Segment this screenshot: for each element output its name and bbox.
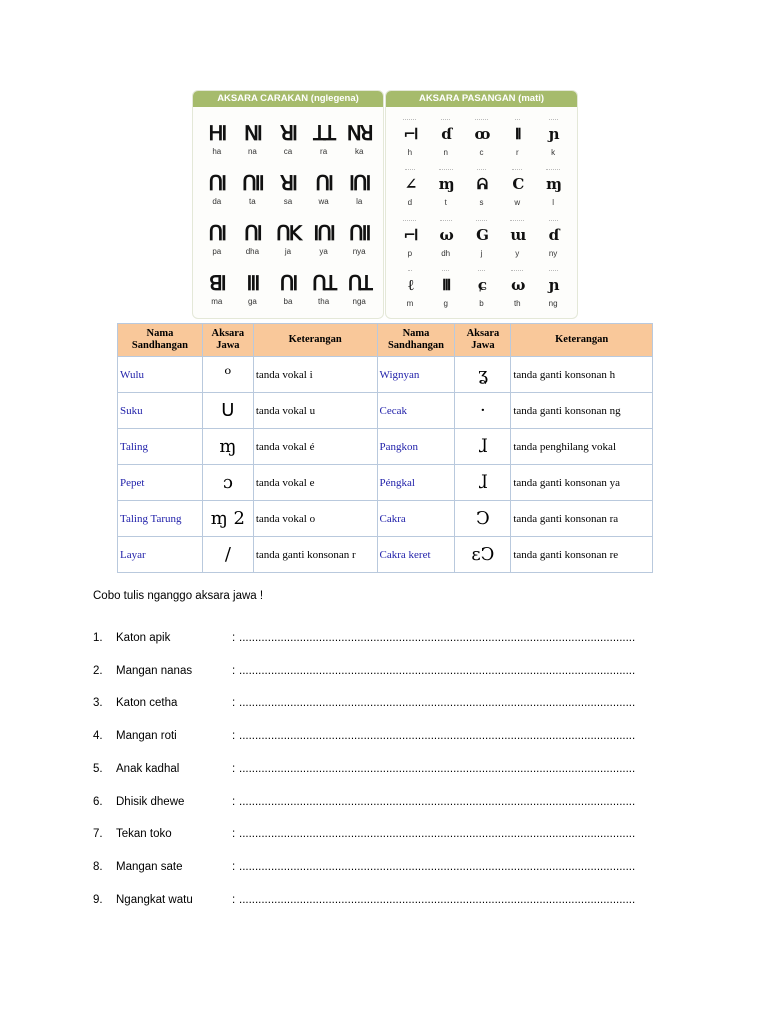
aksara-cell: [270, 113, 306, 163]
aksara-latin-label: ny: [548, 248, 558, 258]
aksara-cell: [341, 163, 377, 213]
item-colon: :: [232, 795, 236, 808]
aksara-latin-label: g: [443, 298, 448, 308]
aksara-latin-label: pa: [212, 247, 222, 257]
aksara-cell: [306, 214, 342, 264]
item-colon: :: [232, 730, 236, 743]
aksara-cell: [306, 163, 342, 213]
answer-line[interactable]: ............................................................................................................................: [239, 664, 636, 677]
item-phrase: Mangan roti: [116, 730, 177, 743]
answer-line[interactable]: ............................................................................................................................: [239, 860, 636, 873]
aksara-jawa: ɱ 2: [202, 501, 253, 537]
item-number: 7.: [93, 828, 103, 841]
keterangan: tanda ganti konsonan re: [511, 537, 653, 573]
aksara-cell: [341, 113, 377, 163]
aksara-jawa: ɔ: [202, 465, 253, 501]
aksara-cell: [428, 113, 464, 163]
keterangan: tanda vokal e: [253, 465, 377, 501]
keterangan: tanda ganti konsonan ng: [511, 393, 653, 429]
aksara-cell: [392, 113, 428, 163]
aksara-glyph: ɱ: [439, 169, 453, 196]
sandhangan-name: Suku: [118, 393, 203, 429]
aksara-glyph: ꓲꓲ: [515, 119, 520, 146]
sandhangan-table: [117, 323, 653, 573]
aksara-cell: [535, 113, 571, 163]
aksara-cell: [199, 264, 235, 314]
aksara-latin-label: n: [443, 148, 448, 158]
aksara-glyph: ⌐ꓲ: [403, 220, 416, 247]
column-header: Nama Sandhangan: [118, 324, 203, 357]
aksara-glyph: ɲ: [549, 119, 558, 146]
aksara-glyph: ɲ: [549, 270, 558, 297]
aksara-glyph: ɕ: [478, 270, 485, 297]
aksara-jawa: Ↄ: [455, 501, 511, 537]
aksara-latin-label: da: [212, 196, 222, 206]
item-phrase: Katon apik: [116, 632, 171, 644]
aksara-latin-label: dh: [441, 248, 451, 258]
table-row: [118, 393, 653, 429]
keterangan: tanda penghilang vokal: [511, 429, 653, 465]
aksara-cell: [428, 264, 464, 314]
item-colon: :: [232, 893, 236, 906]
aksara-latin-label: wa: [318, 196, 329, 206]
aksara-latin-label: ta: [249, 196, 256, 206]
aksara-cell: [499, 264, 535, 314]
table-row: [118, 357, 653, 393]
aksara-glyph: ⌐ꓲ: [403, 119, 416, 146]
aksara-glyph: ꓧꓲ: [208, 120, 226, 145]
aksara-cell: [235, 264, 271, 314]
item-number: 9.: [93, 893, 103, 906]
aksara-cell: [306, 264, 342, 314]
sandhangan-name: Cecak: [377, 393, 455, 429]
aksara-latin-label: y: [515, 248, 520, 258]
item-number: 2.: [93, 664, 103, 677]
aksara-cell: [428, 163, 464, 213]
aksara-glyph: ꓵꓲ: [208, 170, 226, 195]
sandhangan-name: Taling Tarung: [118, 501, 203, 537]
aksara-latin-label: s: [479, 198, 484, 208]
aksara-latin-label: tha: [318, 297, 330, 307]
aksara-jawa: ɱ: [202, 429, 253, 465]
item-number: 8.: [93, 860, 103, 873]
aksara-glyph: ꓵꓕ: [347, 271, 371, 296]
aksara-glyph: ꓤꓲ: [280, 120, 296, 145]
sandhangan-name: Taling: [118, 429, 203, 465]
aksara-latin-label: ha: [212, 146, 222, 156]
sandhangan-name: Cakra: [377, 501, 455, 537]
table-row: [118, 465, 653, 501]
aksara-latin-label: ca: [283, 146, 293, 156]
aksara-glyph: ɗ: [549, 220, 558, 247]
keterangan: tanda ganti konsonan r: [253, 537, 377, 573]
aksara-cell: [341, 214, 377, 264]
aksara-latin-label: ga: [247, 297, 257, 307]
sandhangan-name: Cakra keret: [377, 537, 455, 573]
aksara-latin-label: d: [407, 198, 413, 208]
keterangan: tanda ganti konsonan ya: [511, 465, 653, 501]
aksara-latin-label: ka: [354, 146, 364, 156]
column-header: Aksara Jawa: [455, 324, 511, 357]
aksara-cell: [199, 113, 235, 163]
aksara-cell: [270, 264, 306, 314]
aksara-jawa: ɺ: [455, 465, 511, 501]
aksara-glyph: C: [512, 169, 522, 196]
aksara-latin-label: nya: [352, 247, 366, 257]
item-phrase: Tekan toko: [116, 828, 172, 841]
item-number: 6.: [93, 795, 103, 808]
aksara-glyph: ꓭꓲ: [208, 271, 225, 296]
aksara-cell: [270, 214, 306, 264]
aksara-cell: [535, 264, 571, 314]
item-colon: :: [232, 664, 236, 677]
aksara-cell: [392, 264, 428, 314]
aksara-latin-label: sa: [283, 196, 293, 206]
aksara-cell: [535, 163, 571, 213]
aksara-glyph: ꓲꓵꓲ: [348, 170, 370, 195]
aksara-latin-label: ja: [284, 247, 292, 257]
aksara-glyph: ꓵꓲ: [279, 271, 297, 296]
aksara-latin-label: ma: [211, 297, 223, 307]
aksara-cell: [464, 163, 500, 213]
item-colon: :: [232, 860, 236, 873]
answer-line[interactable]: ............................................................................................................................: [239, 632, 636, 644]
aksara-latin-label: l: [552, 198, 554, 208]
aksara-cell: [199, 214, 235, 264]
item-colon: :: [232, 632, 236, 644]
aksara-jawa: ʓ: [455, 357, 511, 393]
keterangan: tanda ganti konsonan h: [511, 357, 653, 393]
column-header: Aksara Jawa: [202, 324, 253, 357]
item-phrase: Ngangkat watu: [116, 893, 193, 906]
aksara-latin-label: ra: [320, 146, 328, 156]
aksara-latin-label: b: [479, 298, 484, 308]
aksara-glyph: ꓵꓲꓲ: [242, 170, 263, 195]
keterangan: tanda ganti konsonan ra: [511, 501, 653, 537]
aksara-glyph: ꓵꓗ: [276, 221, 300, 246]
aksara-glyph: ω: [511, 270, 523, 297]
aksara-glyph: ꓲꓲꓲ: [442, 270, 449, 297]
pasangan-title: AKSARA PASANGAN (mati): [386, 91, 577, 107]
aksara-cell: [341, 264, 377, 314]
aksara-jawa: ᑌ: [202, 393, 253, 429]
aksara-glyph: ℓ: [408, 270, 412, 297]
item-colon: :: [232, 697, 236, 710]
aksara-latin-label: ba: [283, 297, 293, 307]
aksara-carakan-panel: [192, 90, 384, 319]
aksara-latin-label: w: [514, 198, 521, 208]
aksara-latin-label: m: [406, 298, 414, 308]
sandhangan-name: Pepet: [118, 465, 203, 501]
item-phrase: Anak kadhal: [116, 762, 180, 775]
aksara-glyph: ɱ: [546, 169, 560, 196]
sandhangan-name: Péngkal: [377, 465, 455, 501]
aksara-glyph: ᕱ: [477, 169, 486, 196]
item-phrase: Katon cetha: [116, 697, 178, 710]
aksara-latin-label: r: [515, 148, 519, 158]
aksara-glyph: ꓕꓕ: [313, 120, 334, 145]
aksara-glyph: ꝏ: [475, 119, 489, 146]
aksara-pasangan-panel: [385, 90, 578, 319]
sandhangan-name: Wulu: [118, 357, 203, 393]
aksara-glyph: ꓵꓲ: [244, 221, 261, 246]
table-row: [118, 501, 653, 537]
aksara-cell: [464, 214, 500, 264]
item-number: 4.: [93, 730, 103, 743]
aksara-glyph: ꓵꓲꓲ: [348, 221, 370, 246]
table-row: [118, 429, 653, 465]
aksara-latin-label: nga: [352, 297, 366, 307]
aksara-glyph: ꓵꓕ: [312, 271, 336, 296]
aksara-glyph: ꓵꓲ: [208, 221, 226, 246]
sandhangan-name: Layar: [118, 537, 203, 573]
column-header: Keterangan: [511, 324, 653, 357]
answer-line[interactable]: ............................................................................................................................: [239, 762, 636, 775]
answer-line[interactable]: ............................................................................................................................: [239, 795, 636, 808]
aksara-cell: [235, 113, 271, 163]
aksara-glyph: ɯ: [510, 220, 524, 247]
aksara-latin-label: na: [247, 146, 257, 156]
answer-line[interactable]: ............................................................................................................................: [239, 697, 636, 710]
sandhangan-name: Wignyan: [377, 357, 455, 393]
aksara-jawa: ᵒ: [202, 357, 253, 393]
item-number: 1.: [93, 632, 103, 644]
aksara-cell: [392, 163, 428, 213]
aksara-jawa: /: [202, 537, 253, 573]
item-phrase: Mangan sate: [116, 860, 183, 873]
table-row: [118, 537, 653, 573]
aksara-glyph: ꓲꓵꓲ: [313, 221, 334, 246]
answer-line[interactable]: ............................................................................................................................: [239, 730, 636, 743]
aksara-latin-label: k: [551, 148, 556, 158]
aksara-glyph: ∠: [405, 169, 416, 196]
aksara-latin-label: ng: [548, 298, 558, 308]
aksara-cell: [535, 214, 571, 264]
exercise-instruction: Cobo tulis nganggo aksara jawa !: [93, 590, 264, 602]
item-number: 5.: [93, 762, 103, 775]
aksara-latin-label: t: [444, 198, 447, 208]
aksara-glyph: ꓤꓲ: [280, 170, 296, 195]
aksara-cell: [464, 113, 500, 163]
aksara-cell: [499, 113, 535, 163]
aksara-cell: [428, 214, 464, 264]
aksara-cell: [464, 264, 500, 314]
aksara-cell: [235, 214, 271, 264]
aksara-cell: [499, 214, 535, 264]
keterangan: tanda vokal u: [253, 393, 377, 429]
aksara-glyph: ꓠꓤ: [346, 120, 372, 145]
item-colon: :: [232, 828, 236, 841]
column-header: Nama Sandhangan: [377, 324, 455, 357]
answer-line[interactable]: ............................................................................................................................: [239, 828, 636, 841]
aksara-latin-label: th: [513, 298, 521, 308]
keterangan: tanda vokal o: [253, 501, 377, 537]
sandhangan-name: Pangkon: [377, 429, 455, 465]
item-phrase: Dhisik dhewe: [116, 795, 185, 808]
aksara-cell: [270, 163, 306, 213]
aksara-glyph: ꓵꓲ: [315, 170, 332, 195]
aksara-cell: [392, 214, 428, 264]
aksara-latin-label: c: [479, 148, 484, 158]
aksara-latin-label: ya: [319, 247, 328, 257]
aksara-glyph: ω: [440, 220, 452, 247]
aksara-jawa: ɺ: [455, 429, 511, 465]
aksara-latin-label: dha: [245, 247, 260, 257]
aksara-latin-label: j: [480, 248, 483, 258]
item-number: 3.: [93, 697, 103, 710]
aksara-jawa: ·: [455, 393, 511, 429]
aksara-glyph: ɗ: [441, 119, 450, 146]
item-colon: :: [232, 762, 236, 775]
aksara-cell: [306, 113, 342, 163]
aksara-latin-label: p: [407, 248, 413, 258]
item-phrase: Mangan nanas: [116, 664, 193, 677]
aksara-cell: [499, 163, 535, 213]
aksara-glyph: ꓠꓲ: [243, 120, 261, 145]
column-header: Keterangan: [253, 324, 377, 357]
carakan-title: AKSARA CARAKAN (nglegena): [193, 91, 383, 107]
aksara-latin-label: la: [356, 196, 363, 206]
aksara-cell: [235, 163, 271, 213]
aksara-cell: [199, 163, 235, 213]
keterangan: tanda vokal é: [253, 429, 377, 465]
keterangan: tanda vokal i: [253, 357, 377, 393]
aksara-jawa: ɛↃ: [455, 537, 511, 573]
aksara-glyph: ꓲꓲꓲ: [246, 271, 259, 296]
aksara-latin-label: h: [407, 148, 413, 158]
aksara-glyph: G: [476, 220, 487, 247]
answer-line[interactable]: ............................................................................................................................: [239, 893, 636, 906]
